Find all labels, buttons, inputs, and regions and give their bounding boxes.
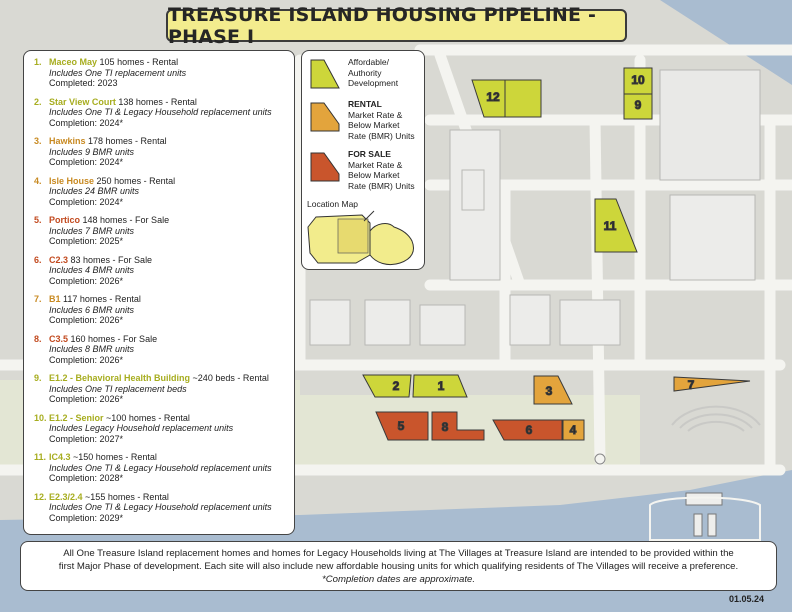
project-completion: Completed: 2023 bbox=[49, 78, 118, 89]
project-summary: 148 homes - For Sale bbox=[82, 215, 170, 225]
project-number: 11. bbox=[34, 452, 47, 462]
project-completion: Completion: 2028* bbox=[49, 473, 124, 484]
project-name: Star View Court bbox=[49, 96, 116, 107]
project-detail: Includes 9 BMR units bbox=[49, 146, 135, 157]
project-summary: 178 homes - Rental bbox=[88, 136, 167, 146]
footer-line-2: first Major Phase of development. Each site will also include new affordable housing units for which qualifying residents of The Villages will receive a preference. bbox=[58, 561, 739, 572]
project-detail: Includes 7 BMR units bbox=[49, 225, 135, 236]
project-detail: Includes 4 BMR units bbox=[49, 265, 135, 276]
legend-for-sale-line1: Market Rate & bbox=[348, 159, 403, 170]
project-detail: Includes One TI & Legacy Household replacement units bbox=[49, 107, 272, 118]
legend-rental-line3: Rate (BMR) Units bbox=[348, 130, 415, 141]
footer-line-1: All One Treasure Island replacement homes and homes for Legacy Households living at The Villages at Treasure Island are intended to be provided within the bbox=[63, 548, 734, 559]
parcel-label: 12 bbox=[486, 90, 500, 104]
legend-for-sale-line3: Rate (BMR) Units bbox=[348, 180, 415, 191]
project-completion: Completion: 2026* bbox=[49, 315, 124, 326]
pointer-line bbox=[364, 211, 374, 221]
legend-affordable-line2: Authority bbox=[348, 67, 382, 78]
parcel-label: 5 bbox=[397, 419, 405, 433]
project-detail: Includes 24 BMR units bbox=[49, 186, 140, 197]
parcel-label: 4 bbox=[569, 423, 577, 437]
footer-completion-note: *Completion dates are approximate. bbox=[321, 574, 476, 585]
project-completion: Completion: 2029* bbox=[49, 512, 124, 523]
project-detail: Includes Legacy Household replacement units bbox=[49, 423, 234, 434]
project-summary: 105 homes - Rental bbox=[99, 57, 179, 67]
project-completion: Completion: 2024* bbox=[49, 157, 124, 168]
legend-affordable-line3: Development bbox=[348, 78, 399, 88]
parcel-12[interactable] bbox=[472, 80, 541, 117]
project-summary: 160 homes - For Sale bbox=[70, 333, 158, 344]
project-completion: Completion: 2024* bbox=[49, 117, 124, 128]
project-number: 12. bbox=[34, 491, 47, 502]
project-number: 9. bbox=[34, 373, 42, 383]
project-name: IC4.3 bbox=[49, 452, 71, 462]
project-summary: 83 homes - For Sale bbox=[70, 254, 153, 265]
legend-for-sale-heading: FOR SALE bbox=[348, 149, 391, 159]
project-number: 10. bbox=[34, 412, 47, 423]
project-number: 8. bbox=[34, 333, 42, 344]
project-detail: Includes One TI & Legacy Household replacement units bbox=[49, 502, 272, 513]
phase-area-highlight bbox=[338, 219, 368, 253]
legend-rental-line2: Below Market bbox=[348, 120, 400, 130]
project-number: 1. bbox=[34, 57, 42, 67]
legend-rental-heading: RENTAL bbox=[348, 99, 382, 109]
project-name: C3.5 bbox=[49, 333, 69, 344]
project-number: 2. bbox=[34, 96, 42, 107]
parcel-label: 11 bbox=[603, 219, 617, 233]
project-detail: Includes One TI & Legacy Household replacement units bbox=[49, 462, 272, 473]
publish-date: 01.05.24 bbox=[729, 594, 765, 604]
legend-panel bbox=[301, 50, 425, 270]
project-name: C2.3 bbox=[49, 254, 69, 265]
project-detail: Includes One TI replacement units bbox=[49, 67, 187, 78]
parcel-label: 2 bbox=[392, 379, 400, 393]
footer-note-panel bbox=[20, 541, 777, 591]
page-title: TREASURE ISLAND HOUSING PIPELINE - PHASE I bbox=[166, 9, 627, 42]
project-completion: Completion: 2025* bbox=[49, 236, 124, 247]
project-detail: Includes 6 BMR units bbox=[49, 304, 135, 315]
project-name: E1.2 - Behavioral Health Building bbox=[49, 373, 191, 383]
project-name: Maceo May bbox=[49, 57, 98, 67]
project-number: 5. bbox=[34, 215, 42, 225]
legend-affordable-line1: Affordable/ bbox=[348, 57, 389, 67]
location-map bbox=[304, 209, 422, 267]
for-sale-swatch-icon bbox=[310, 152, 340, 182]
project-summary: ~100 homes - Rental bbox=[106, 412, 190, 423]
project-name: E1.2 - Senior bbox=[49, 412, 104, 423]
parcel-label: 8 bbox=[441, 420, 449, 434]
project-detail: Includes One TI replacement beds bbox=[49, 383, 187, 394]
project-summary: ~150 homes - Rental bbox=[73, 452, 157, 462]
parcel-label: 9 bbox=[634, 98, 642, 112]
project-completion: Completion: 2024* bbox=[49, 196, 124, 207]
project-summary: ~240 beds - Rental bbox=[192, 373, 269, 383]
project-completion: Completion: 2026* bbox=[49, 354, 124, 365]
project-summary: 250 homes - Rental bbox=[96, 175, 176, 186]
project-number: 4. bbox=[34, 175, 42, 186]
roundabout bbox=[595, 454, 605, 464]
project-number: 7. bbox=[34, 294, 42, 304]
project-number: 6. bbox=[34, 254, 42, 265]
project-summary: ~155 homes - Rental bbox=[85, 491, 169, 502]
project-name: E2.3/2.4 bbox=[49, 491, 83, 502]
project-summary: 138 homes - Rental bbox=[118, 96, 197, 107]
parcel-label: 3 bbox=[545, 384, 553, 398]
parcel-label: 1 bbox=[437, 379, 445, 393]
project-summary: 117 homes - Rental bbox=[63, 294, 141, 304]
location-map-label: Location Map bbox=[307, 199, 359, 209]
parcel-label: 10 bbox=[631, 73, 645, 87]
parcel-label: 6 bbox=[525, 423, 533, 437]
legend-rental-line1: Market Rate & bbox=[348, 109, 403, 120]
project-number: 3. bbox=[34, 136, 42, 146]
yerba-buena-shape bbox=[370, 224, 414, 265]
project-list-panel bbox=[23, 50, 295, 535]
project-name: Portico bbox=[49, 215, 81, 225]
project-name: B1 bbox=[49, 294, 61, 304]
project-completion: Completion: 2027* bbox=[49, 433, 124, 444]
project-completion: Completion: 2026* bbox=[49, 394, 124, 405]
parcel-label: 7 bbox=[687, 378, 695, 392]
rental-swatch-icon bbox=[310, 102, 340, 132]
project-completion: Completion: 2026* bbox=[49, 275, 124, 286]
project-name: Hawkins bbox=[49, 136, 86, 146]
project-detail: Includes 8 BMR units bbox=[49, 344, 135, 355]
project-name: Isle House bbox=[49, 175, 95, 186]
legend-for-sale-line2: Below Market bbox=[348, 170, 400, 180]
affordable-swatch-icon bbox=[310, 59, 340, 89]
